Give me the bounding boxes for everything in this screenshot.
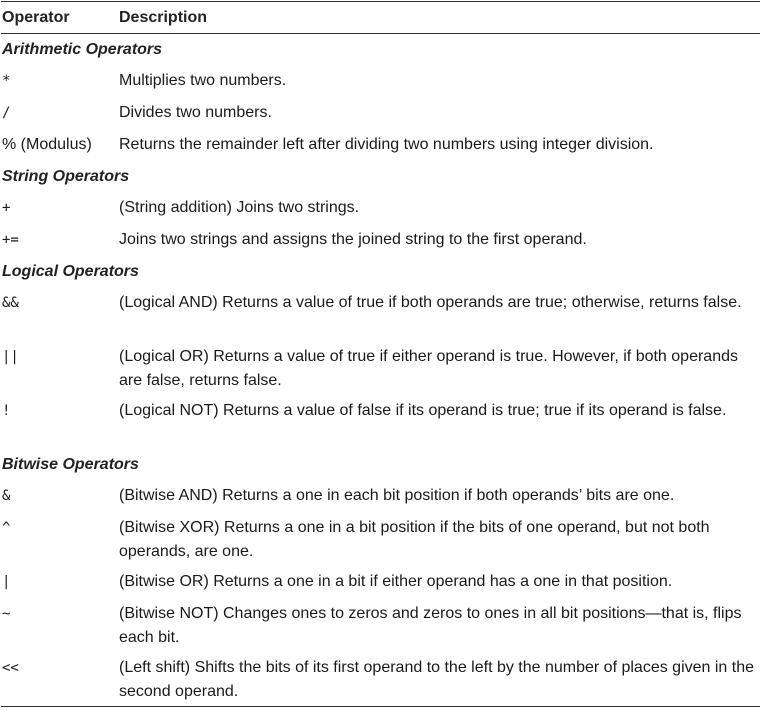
description-cell: (Bitwise OR) Returns a one in a bit if either operand has a one in that position. bbox=[119, 573, 673, 590]
section-title-string: String Operators bbox=[2, 168, 130, 185]
table-row bbox=[1, 652, 760, 706]
description-cell: (Bitwise XOR) Returns a one in a bit position if the bits of one operand, but not both operands, are one. bbox=[119, 519, 710, 560]
description-cell: (Logical OR) Returns a value of true if either operand is true. However, if both operands are false, returns false. bbox=[119, 348, 738, 389]
table-header bbox=[1, 2, 760, 33]
operator-cell: || bbox=[2, 349, 19, 365]
table-row bbox=[1, 97, 760, 129]
operators-table bbox=[1, 1, 760, 707]
operator-cell: | bbox=[2, 574, 11, 590]
operator-cell: + bbox=[2, 200, 11, 216]
description-cell: (String addition) Joins two strings. bbox=[119, 199, 360, 216]
operator-cell: ^ bbox=[2, 520, 11, 536]
table-row bbox=[1, 598, 760, 652]
section-title-logical: Logical Operators bbox=[2, 263, 139, 280]
operator-cell: % (Modulus) bbox=[2, 136, 92, 153]
operator-cell: && bbox=[2, 295, 19, 311]
operator-cell: ~ bbox=[2, 606, 11, 622]
table-row bbox=[1, 395, 760, 449]
description-cell: (Bitwise AND) Returns a one in each bit position if both operands’ bits are one. bbox=[119, 487, 675, 504]
table-row bbox=[1, 341, 760, 395]
header-operator: Operator bbox=[2, 8, 70, 26]
table-row bbox=[1, 566, 760, 598]
description-cell: (Logical AND) Returns a value of true if both operands are true; otherwise, returns false. bbox=[119, 294, 742, 311]
table-bottom-rule bbox=[1, 706, 760, 707]
table-row bbox=[1, 287, 760, 341]
description-cell: (Logical NOT) Returns a value of false if its operand is true; true if its operand is false. bbox=[119, 402, 727, 419]
operator-cell: ! bbox=[2, 403, 11, 419]
description-cell: (Left shift) Shifts the bits of its first operand to the left by the number of places given in the second operand. bbox=[119, 659, 754, 700]
operator-cell: * bbox=[2, 73, 11, 89]
section-title-bitwise: Bitwise Operators bbox=[2, 456, 139, 473]
operator-cell: / bbox=[2, 105, 11, 121]
operator-cell: & bbox=[2, 488, 11, 504]
description-cell: Multiplies two numbers. bbox=[119, 72, 287, 89]
description-cell: Divides two numbers. bbox=[119, 104, 272, 121]
operator-cell: += bbox=[2, 232, 19, 248]
description-cell: Returns the remainder left after dividing two numbers using integer division. bbox=[119, 136, 654, 153]
table-row bbox=[1, 65, 760, 97]
description-cell: (Bitwise NOT) Changes ones to zeros and zeros to ones in all bit positions—that is, flips each bit. bbox=[119, 605, 742, 646]
table-row bbox=[1, 192, 760, 224]
operator-cell: << bbox=[2, 660, 19, 676]
description-cell: Joins two strings and assigns the joined string to the first operand. bbox=[119, 231, 587, 248]
section-title-arithmetic: Arithmetic Operators bbox=[2, 41, 163, 58]
table-row bbox=[1, 512, 760, 566]
header-description: Description bbox=[119, 8, 208, 26]
table-row bbox=[1, 480, 760, 512]
table-row bbox=[1, 129, 760, 161]
table-row bbox=[1, 224, 760, 256]
